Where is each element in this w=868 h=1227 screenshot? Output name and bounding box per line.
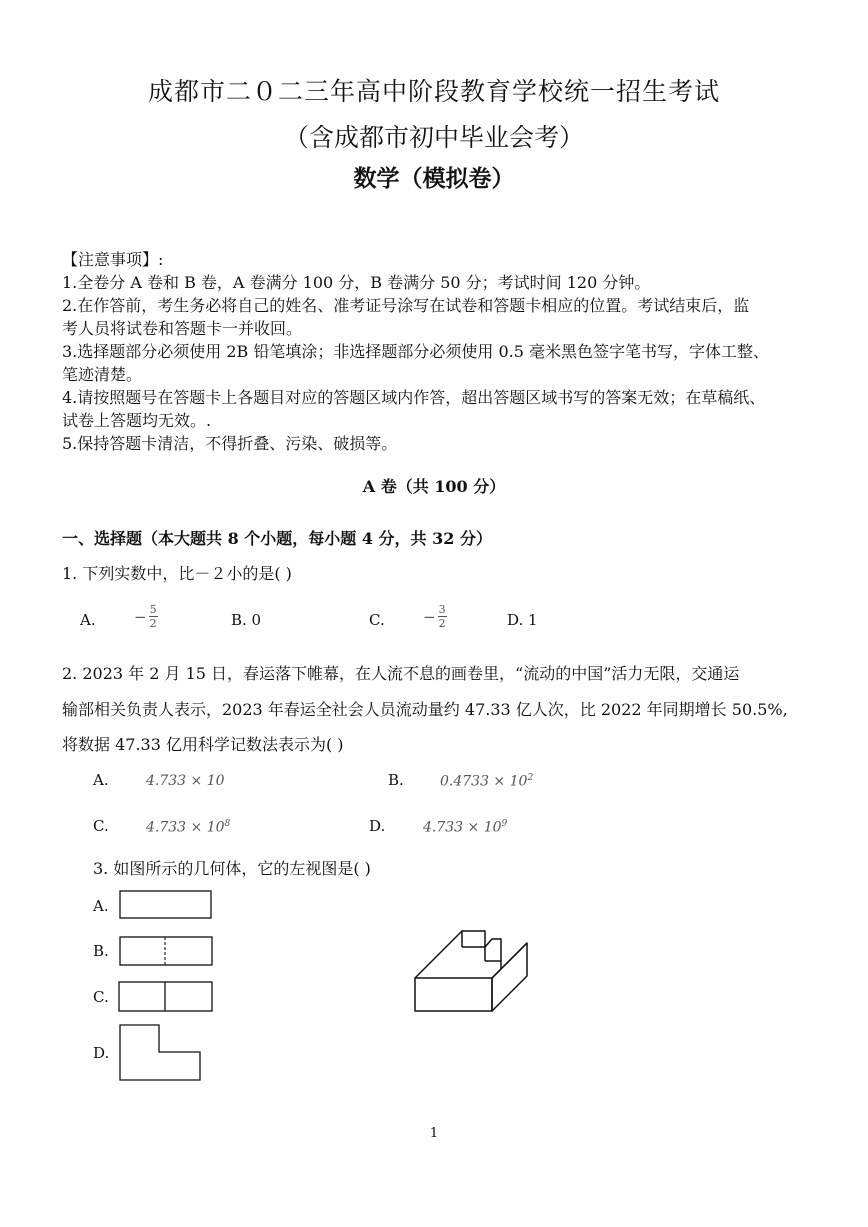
q1-option-a-value: [134, 604, 158, 629]
exam-name: 数学（模拟卷）: [353, 165, 515, 192]
minus-sign: −: [423, 607, 436, 626]
q2-option-b-label: B.: [388, 771, 404, 789]
q3-option-a-figure: [119, 890, 213, 920]
notice-line: 1.全卷分 A 卷和 B 卷，A 卷满分 100 分，B 卷满分 50 分；考试时间 120 分钟。: [62, 273, 651, 292]
q1-option-c-label: C.: [369, 611, 385, 629]
notice-line: 3.选择题部分必须使用 2B 铅笔填涂；非选择题部分必须使用 0.5 毫米黑色签字笔书写，字体工整、: [62, 342, 769, 361]
q3-option-d-figure: [119, 1024, 203, 1082]
denominator: 2: [438, 617, 446, 630]
q3-option-b-label: B.: [93, 942, 109, 960]
q1-option-c-value: [423, 604, 447, 629]
front-face: [415, 978, 492, 1011]
top-outline: [415, 931, 527, 978]
expr-base: 4.733 × 10: [146, 819, 225, 836]
question-2-line: 2. 2023 年 2 月 15 日，春运落下帷幕，在人流不息的画卷里，“流动的中国”活力无限，交通运: [62, 664, 740, 683]
expr-base: 0.4733 × 10: [440, 773, 528, 790]
notice-heading: 【注意事项】:: [62, 250, 164, 269]
rectangle-shape: [120, 937, 212, 965]
q1-option-b: B. 0: [231, 611, 262, 629]
q2-option-b-value: [440, 773, 533, 790]
q2-option-a-value: 4.733 × 10: [146, 773, 225, 789]
exam-subtitle: （含成都市初中毕业会考）: [283, 123, 584, 152]
q2-option-d-label: D.: [369, 817, 386, 835]
notice-line: 考人员将试卷和答题卡一并收回。: [62, 319, 303, 338]
q2-option-c-value: [146, 819, 230, 836]
solid-edges: [415, 931, 527, 1011]
side-face: [492, 943, 527, 1011]
page-number: 1: [429, 1126, 439, 1141]
q3-geometry-solid-figure: [410, 930, 535, 1015]
expr-base: 4.733 × 10: [423, 819, 502, 836]
q3-option-c-label: C.: [93, 988, 109, 1006]
section-a-heading: A 卷（共 100 分）: [362, 477, 506, 496]
notice-line: 试卷上答题均无效。.: [62, 411, 212, 430]
exponent: 8: [224, 819, 231, 829]
notice-line: 2.在作答前，考生务必将自己的姓名、准考证号涂写在试卷和答题卡相应的位置。考试结束后，监: [62, 296, 750, 315]
exponent: 9: [501, 819, 508, 829]
q3-option-d-label: D.: [93, 1044, 110, 1062]
inner-edge: [492, 969, 501, 978]
notice-line: 5.保持答题卡清洁，不得折叠、污染、破损等。: [62, 434, 398, 453]
exponent: 2: [527, 773, 534, 783]
q1-option-d: D. 1: [507, 611, 538, 629]
numerator: 3: [438, 603, 446, 616]
q2-option-d-value: [423, 819, 507, 836]
fraction: [149, 604, 158, 629]
question-2-line: 输部相关负责人表示，2023 年春运全社会人员流动量约 47.33 亿人次，比 2022 年同期增长 50.5%,: [62, 700, 788, 719]
q3-option-a-label: A.: [93, 897, 109, 915]
l-shape: [120, 1025, 200, 1080]
denominator: 2: [149, 617, 157, 630]
minus-sign: −: [134, 607, 147, 626]
exam-title: 成都市二０二三年高中阶段教育学校统一招生考试: [147, 77, 720, 106]
notice-line: 笔迹清楚。: [62, 365, 143, 384]
q1-option-a-label: A.: [80, 611, 96, 629]
q3-option-c-figure: [118, 981, 214, 1013]
q2-option-a-label: A.: [93, 771, 109, 789]
question-3-stem: 3. 如图所示的几何体，它的左视图是( ): [93, 859, 371, 878]
numerator: 5: [149, 603, 157, 616]
notice-line: 4.请按照题号在答题卡上各题目对应的答题区域内作答，超出答题区域书写的答案无效；在草稿纸、: [62, 388, 766, 407]
fraction: [438, 604, 447, 629]
question-1-stem: 1. 下列实数中，比－２小的是( ): [62, 564, 292, 583]
question-2-line: 将数据 47.33 亿用科学记数法表示为( ): [62, 735, 344, 754]
q3-option-b-figure: [119, 936, 214, 967]
q2-option-c-label: C.: [93, 817, 109, 835]
rectangle-shape: [120, 891, 211, 918]
part-one-heading: 一、选择题（本大题共 8 个小题，每小题 4 分，共 32 分）: [62, 529, 492, 548]
